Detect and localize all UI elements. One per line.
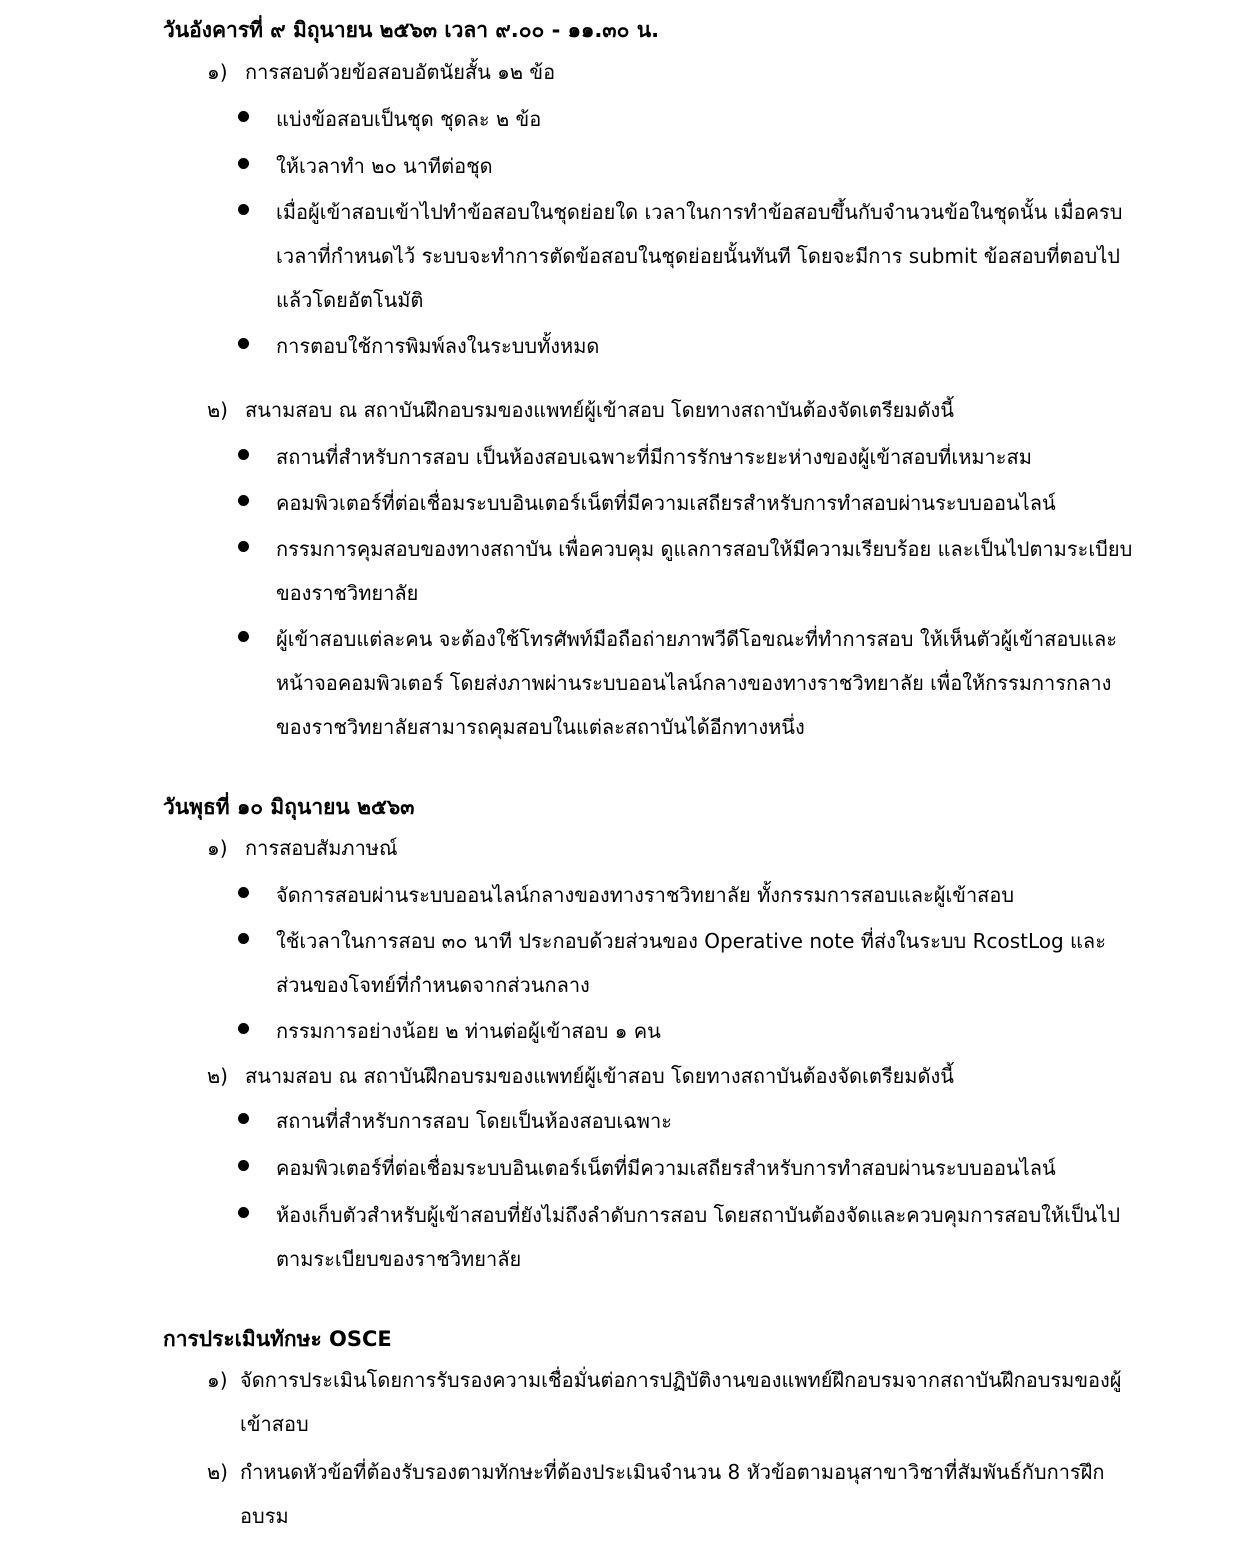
bullet-text: การตอบใช้การพิมพ์ลงในระบบทั้งหมด — [276, 334, 600, 358]
item-text: การสอบด้วยข้อสอบอัตนัยสั้น ๑๒ ข้อ — [245, 60, 556, 84]
section-heading: การประเมินทักษะ OSCE — [163, 1327, 392, 1351]
bullet-icon — [238, 1023, 249, 1034]
bullet-item — [238, 873, 1138, 917]
section-heading: วันอังคารที่ ๙ มิถุนายน ๒๕๖๓ เวลา ๙.๐๐ - ๑๑.๓๐ น. — [163, 18, 660, 42]
bullet-text: แบ่งข้อสอบเป็นชุด ชุดละ ๒ ข้อ — [276, 107, 542, 131]
bullet-text: กรรมการคุมสอบของทางสถาบัน เพื่อควบคุม ดูแลการสอบให้มีความเรียบร้อย และเป็นไปตามระเบียบของราชวิทยาลัย — [276, 537, 1133, 605]
section-heading: วันพุธที่ ๑๐ มิถุนายน ๒๕๖๓ — [163, 795, 415, 819]
bullet-text: คอมพิวเตอร์ที่ต่อเชื่อมระบบอินเตอร์เน็ตที่มีความเสถียรสำหรับการทำสอบผ่านระบบออนไลน์ — [276, 491, 1056, 515]
bullet-item — [238, 97, 1138, 141]
item-marker: ๒) — [207, 1460, 228, 1484]
bullet-item — [238, 481, 1138, 525]
item-text: สนามสอบ ณ สถาบันฝึกอบรมของแพทย์ผู้เข้าสอบ โดยทางสถาบันต้องจัดเตรียมดังนี้ — [245, 398, 954, 422]
bullet-item — [238, 527, 1138, 615]
numbered-item — [207, 1358, 1137, 1446]
bullet-text: สถานที่สำหรับการสอบ เป็นห้องสอบเฉพาะที่มีการรักษาระยะห่างของผู้เข้าสอบที่เหมาะสม — [276, 445, 1032, 469]
bullet-item — [238, 324, 1138, 368]
numbered-item — [207, 834, 398, 862]
item-marker: ๑) — [207, 60, 228, 84]
bullet-item — [238, 435, 1138, 479]
item-text: การสอบสัมภาษณ์ — [245, 836, 398, 860]
bullet-text: เมื่อผู้เข้าสอบเข้าไปทำข้อสอบในชุดย่อยใด เวลาในการทำข้อสอบขึ้นกับจำนวนข้อในชุดนั้น เมื่อครบเวลาที่กำหนดไว้ ระบบจะทำการตัดข้อสอบในชุดย่อยนั้นทันที โดยจะมีการ submit ข้อสอบที่ตอบไปแล้วโดยอัตโนมัติ — [276, 200, 1123, 312]
bullet-icon — [238, 204, 249, 215]
item-text: สนามสอบ ณ สถาบันฝึกอบรมของแพทย์ผู้เข้าสอบ โดยทางสถาบันต้องจัดเตรียมดังนี้ — [245, 1064, 954, 1088]
bullet-text: ให้เวลาทำ ๒๐ นาทีต่อชุด — [276, 154, 493, 178]
bullet-icon — [238, 449, 249, 460]
bullet-icon — [238, 158, 249, 169]
bullet-icon — [238, 933, 249, 944]
numbered-item — [207, 1062, 954, 1090]
bullet-text: ห้องเก็บตัวสำหรับผู้เข้าสอบที่ยังไม่ถึงลำดับการสอบ โดยสถาบันต้องจัดและควบคุมการสอบให้เป็นไปตามระเบียบของราชวิทยาลัย — [276, 1203, 1121, 1271]
bullet-text: กรรมการอย่างน้อย ๒ ท่านต่อผู้เข้าสอบ ๑ คน — [276, 1019, 661, 1043]
bullet-icon — [238, 631, 249, 642]
bullet-icon — [238, 111, 249, 122]
bullet-icon — [238, 1113, 249, 1124]
bullet-icon — [238, 1160, 249, 1171]
bullet-item — [238, 919, 1138, 1007]
bullet-text: ใช้เวลาในการสอบ ๓๐ นาที ประกอบด้วยส่วนของ Operative note ที่ส่งในระบบ RcostLog และส่วนของโจทย์ที่กำหนดจากส่วนกลาง — [276, 929, 1106, 997]
bullet-icon — [238, 338, 249, 349]
bullet-text: จัดการสอบผ่านระบบออนไลน์กลางของทางราชวิทยาลัย ทั้งกรรมการสอบและผู้เข้าสอบ — [276, 883, 1015, 907]
numbered-item — [207, 396, 954, 424]
bullet-text: ผู้เข้าสอบแต่ละคน จะต้องใช้โทรศัพท์มือถือถ่ายภาพวีดีโอขณะที่ทำการสอบ ให้เห็นตัวผู้เข้าสอบและหน้าจอคอมพิวเตอร์ โดยส่งภาพผ่านระบบออนไลน์กลางของทางราชวิทยาลัย เพื่อให้กรรมการกลางของราชวิทยาลัยสามารถคุมสอบในแต่ละสถาบันได้อีกทางหนึ่ง — [276, 627, 1117, 739]
bullet-item — [238, 617, 1138, 749]
item-text: จัดการประเมินโดยการรับรองความเชื่อมั่นต่อการปฏิบัติงานของแพทย์ฝึกอบรมจากสถาบันฝึกอบรมของผู้เข้าสอบ — [240, 1368, 1122, 1436]
bullet-item — [238, 1193, 1138, 1281]
item-marker: ๒) — [207, 1064, 228, 1088]
bullet-item — [238, 1009, 1138, 1053]
bullet-item — [238, 144, 1138, 188]
bullet-item — [238, 190, 1138, 322]
bullet-icon — [238, 541, 249, 552]
numbered-item — [207, 58, 555, 86]
item-marker: ๑) — [207, 836, 228, 860]
bullet-icon — [238, 887, 249, 898]
bullet-icon — [238, 1207, 249, 1218]
bullet-item — [238, 1146, 1138, 1190]
bullet-item — [238, 1099, 1138, 1143]
bullet-text: สถานที่สำหรับการสอบ โดยเป็นห้องสอบเฉพาะ — [276, 1109, 672, 1133]
item-marker: ๑) — [207, 1368, 228, 1392]
numbered-item — [207, 1450, 1137, 1538]
bullet-text: คอมพิวเตอร์ที่ต่อเชื่อมระบบอินเตอร์เน็ตที่มีความเสถียรสำหรับการทำสอบผ่านระบบออนไลน์ — [276, 1156, 1056, 1180]
item-text: กำหนดหัวข้อที่ต้องรับรองตามทักษะที่ต้องประเมินจำนวน 8 หัวข้อตามอนุสาขาวิชาที่สัมพันธ์กับการฝึกอบรม — [240, 1460, 1105, 1528]
item-marker: ๒) — [207, 398, 228, 422]
bullet-icon — [238, 495, 249, 506]
